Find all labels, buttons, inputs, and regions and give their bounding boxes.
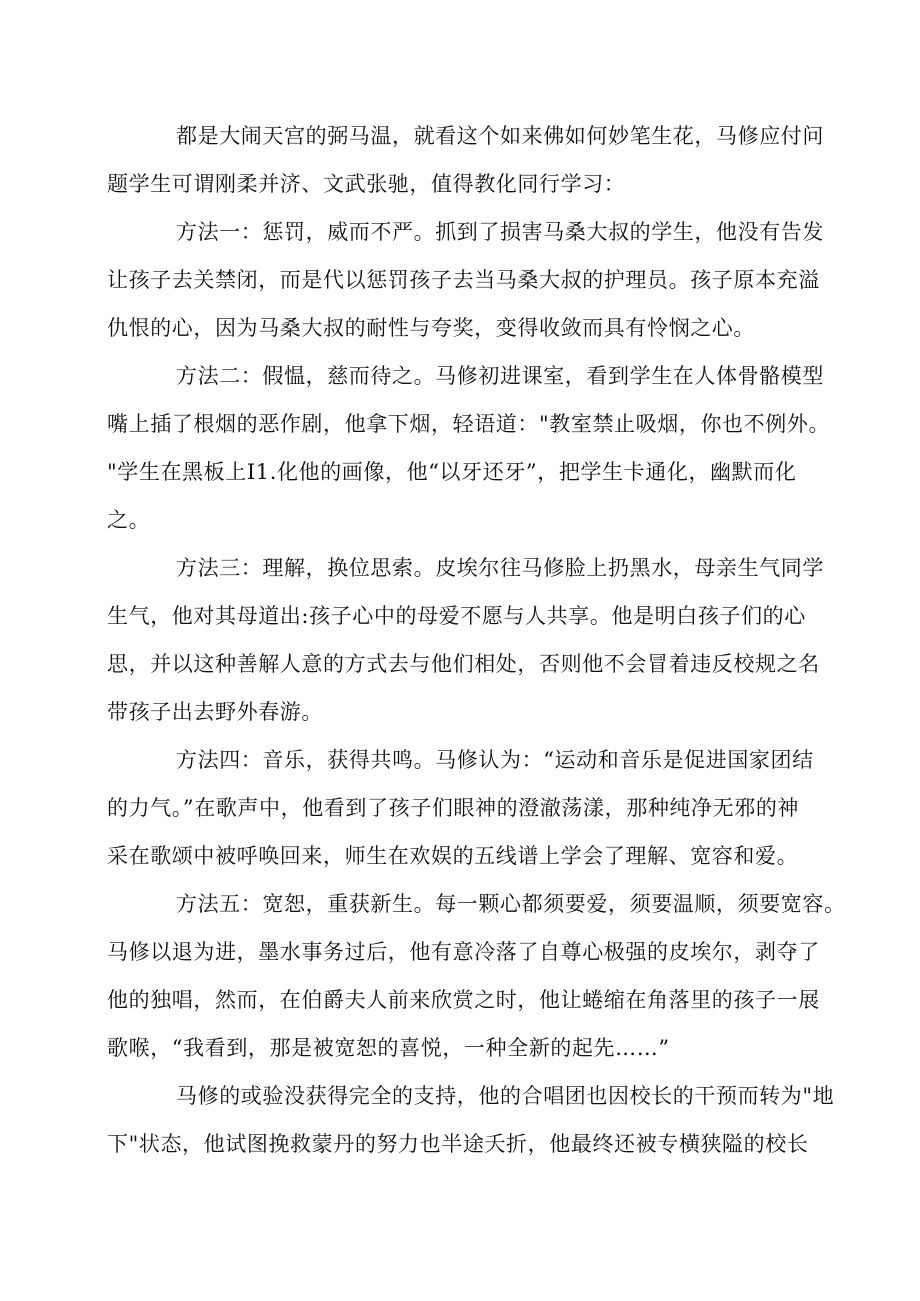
paragraph-line: 题学生可谓刚柔并济、文武张驰，值得教化同行学习： [107, 172, 626, 196]
paragraph-line: 生气，他对其母道出:孩子心中的母爱不愿与人共享。他是明白孩子们的心 [107, 604, 806, 628]
paragraph-line: 方法一：惩罚，威而不严。抓到了损害马桑大叔的学生，他没有告发 [176, 220, 824, 244]
paragraph-line: 马修的或验没获得完全的支持，他的合唱团也因校长的干预而转为"地 [176, 1084, 835, 1108]
paragraph-line: 采在歌颂中被呼唤回来，师生在欢娱的五线谱上学会了理解、宽容和爱。 [107, 844, 799, 868]
paragraph-line: 思，并以这种善解人意的方式去与他们相处，否则他不会冒着违反校规之名 [107, 652, 820, 676]
paragraph-line: "学生在黑板上I1.化他的画像，他“以牙还牙”，把学生卡通化，幽默而化 [107, 460, 797, 484]
paragraph-line: 带孩子出去野外春游。 [107, 700, 323, 724]
paragraph-line: 方法五：宽恕，重获新生。每一颗心都须要爱，须要温顺，须要宽容。 [176, 892, 846, 916]
paragraph-line: 的力气。”在歌声中，他看到了孩子们眼神的澄澈荡漾，那种纯净无邪的神 [107, 796, 800, 820]
paragraph-line: 歌喉，“我看到，那是被宽恕的喜悦，一种全新的起先……” [107, 1036, 670, 1060]
paragraph-line: 让孩子去关禁闭，而是代以惩罚孩子去当马桑大叔的护理员。孩子原本充溢 [107, 268, 820, 292]
paragraph-line: 方法四：音乐，获得共鸣。马修认为：“运动和音乐是促进国家团结 [176, 748, 814, 772]
paragraph-line: 方法三：理解，换位思索。皮埃尔往马修脸上扔黑水，母亲生气同学 [176, 556, 824, 580]
paragraph-line: 之。 [107, 508, 151, 532]
paragraph-line: 都是大闹天宫的弼马温，就看这个如来佛如何妙笔生花，马修应付问 [176, 124, 824, 148]
paragraph-line: 他的独唱，然而，在伯爵夫人前来欣赏之时，他让蜷缩在角落里的孩子一展 [107, 988, 820, 1012]
paragraph-line: 仇恨的心，因为马桑大叔的耐性与夸奖，变得收敛而具有怜悯之心。 [107, 316, 755, 340]
paragraph-line: 嘴上插了根烟的恶作剧，他拿下烟，轻语道："教室禁止吸烟，你也不例外。 [107, 412, 831, 436]
paragraph-line: 马修以退为进，墨水事务过后，他有意冷落了自尊心极强的皮埃尔，剥夺了 [107, 940, 820, 964]
paragraph-line: 方法二：假愠，慈而待之。马修初进课室，看到学生在人体骨骼模型 [176, 364, 824, 388]
paragraph-line: 下"状态，他试图挽救蒙丹的努力也半途夭折，他最终还被专横狭隘的校长 [107, 1132, 809, 1156]
